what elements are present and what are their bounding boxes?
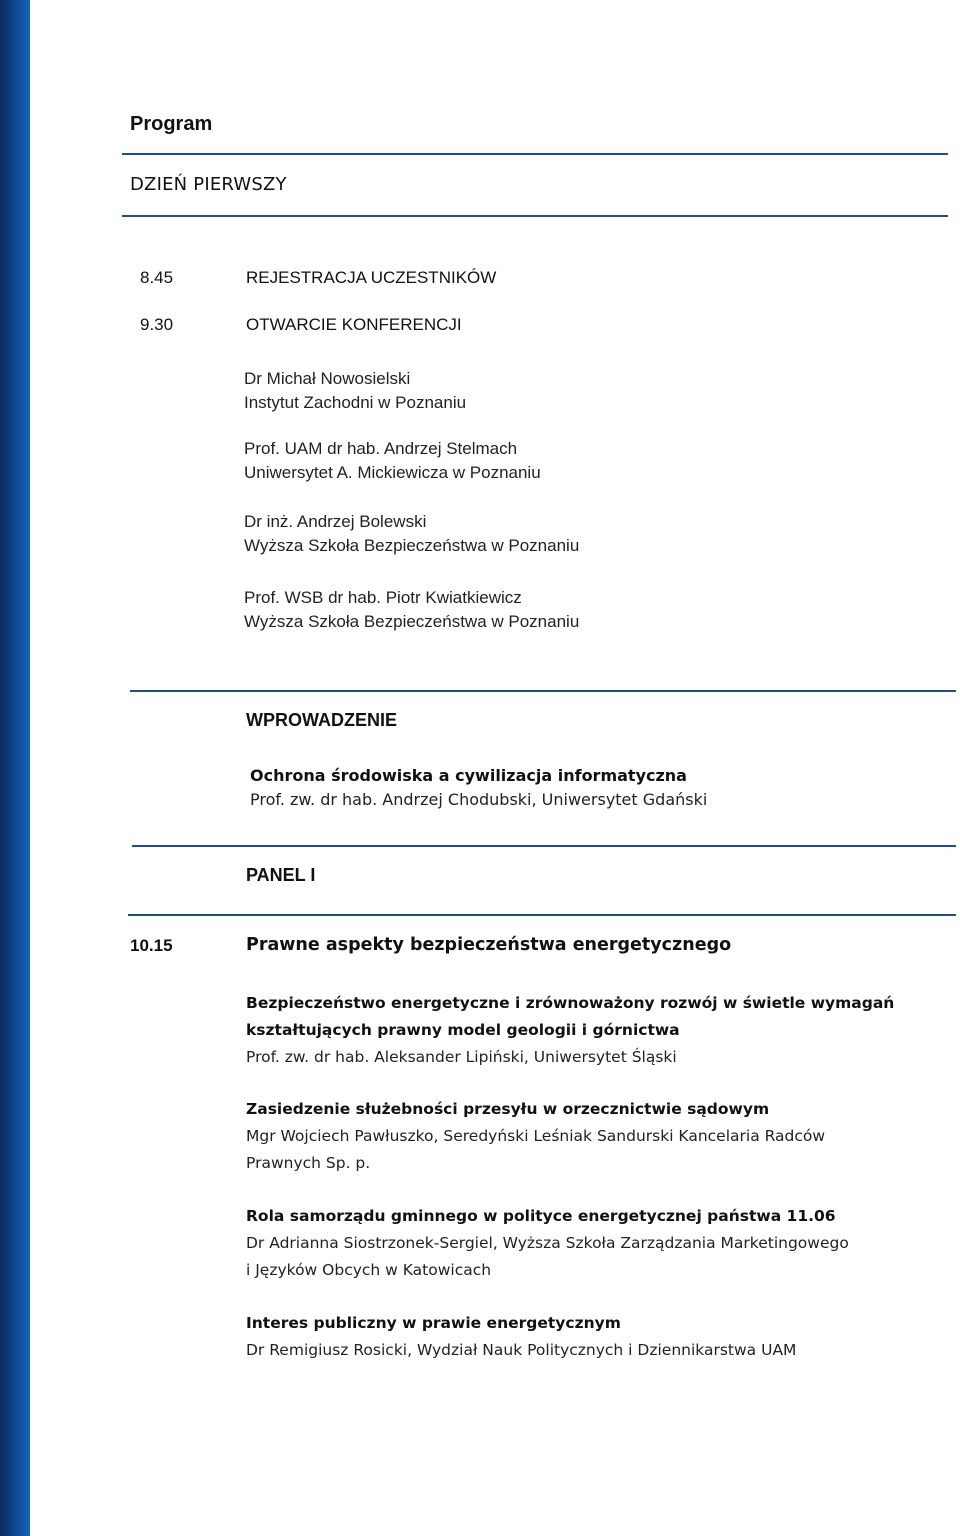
talk-speaker-line: Mgr Wojciech Pawłuszko, Seredyński Leśniak Sandurski Kancelaria Radców <box>246 1127 826 1145</box>
speaker-affiliation: Wyższa Szkoła Bezpieczeństwa w Poznaniu <box>244 612 580 631</box>
speaker-name: Dr Michał Nowosielski <box>244 369 411 388</box>
talk-speaker-line: Prawnych Sp. p. <box>246 1154 371 1172</box>
speaker-affiliation: Uniwersytet A. Mickiewicza w Poznaniu <box>244 463 541 482</box>
talk-speaker-line: Prof. zw. dr hab. Aleksander Lipiński, Uniwersytet Śląski <box>246 1048 677 1066</box>
speaker-affiliation: Wyższa Szkoła Bezpieczeństwa w Poznaniu <box>244 536 580 555</box>
intro-heading: WPROWADZENIE <box>246 710 397 730</box>
divider-intro <box>130 690 956 692</box>
speaker-affiliation: Instytut Zachodni w Poznaniu <box>244 393 467 412</box>
schedule-item-opening: OTWARCIE KONFERENCJI <box>246 315 462 334</box>
intro-speaker: Prof. zw. dr hab. Andrzej Chodubski, Uniwersytet Gdański <box>250 790 708 809</box>
panel-talk <box>246 990 894 1071</box>
talk-title-line: Bezpieczeństwo energetyczne i zrównoważony rozwój w świetle wymagań <box>246 994 895 1012</box>
opening-speaker <box>244 437 541 485</box>
panel-topic: Prawne aspekty bezpieczeństwa energetycznego <box>246 935 732 955</box>
day-heading: DZIEŃ PIERWSZY <box>130 174 287 195</box>
panel-talk <box>246 1203 849 1284</box>
panel-talk <box>246 1310 796 1364</box>
talk-speaker-line: Dr Remigiusz Rosicki, Wydział Nauk Politycznych i Dziennikarstwa UAM <box>246 1341 797 1359</box>
panel-heading: PANEL I <box>246 865 316 885</box>
intro-talk-title: Ochrona środowiska a cywilizacja informatyczna <box>250 766 687 785</box>
schedule-item-registration: REJESTRACJA UCZESTNIKÓW <box>246 268 497 287</box>
talk-speaker-line: Dr Adrianna Siostrzonek-Sergiel, Wyższa Szkoła Zarządzania Marketingowego <box>246 1234 849 1252</box>
program-title: Program <box>130 113 213 135</box>
speaker-name: Prof. WSB dr hab. Piotr Kwiatkiewicz <box>244 588 522 607</box>
speaker-name: Dr inż. Andrzej Bolewski <box>244 512 427 531</box>
talk-title-line: Interes publiczny w prawie energetycznym <box>246 1314 621 1332</box>
schedule-time: 8.45 <box>140 268 174 287</box>
opening-speaker <box>244 367 466 415</box>
opening-speaker <box>244 586 579 634</box>
talk-title-line: kształtujących prawny model geologii i górnictwa <box>246 1021 680 1039</box>
left-margin-bar <box>0 0 30 1536</box>
talk-title-line: Zasiedzenie służebności przesyłu w orzecznictwie sądowym <box>246 1100 770 1118</box>
talk-title-line: Rola samorządu gminnego w polityce energetycznej państwa 11.06 <box>246 1207 836 1225</box>
panel-time: 10.15 <box>130 936 173 955</box>
divider-panel-topic <box>128 914 956 916</box>
divider-top <box>122 153 948 155</box>
opening-speaker <box>244 510 579 558</box>
divider-panel <box>132 845 956 847</box>
divider-day <box>122 215 948 217</box>
panel-talk <box>246 1096 825 1177</box>
schedule-time: 9.30 <box>140 315 174 334</box>
talk-speaker-line: i Języków Obcych w Katowicach <box>246 1261 492 1279</box>
speaker-name: Prof. UAM dr hab. Andrzej Stelmach <box>244 439 518 458</box>
